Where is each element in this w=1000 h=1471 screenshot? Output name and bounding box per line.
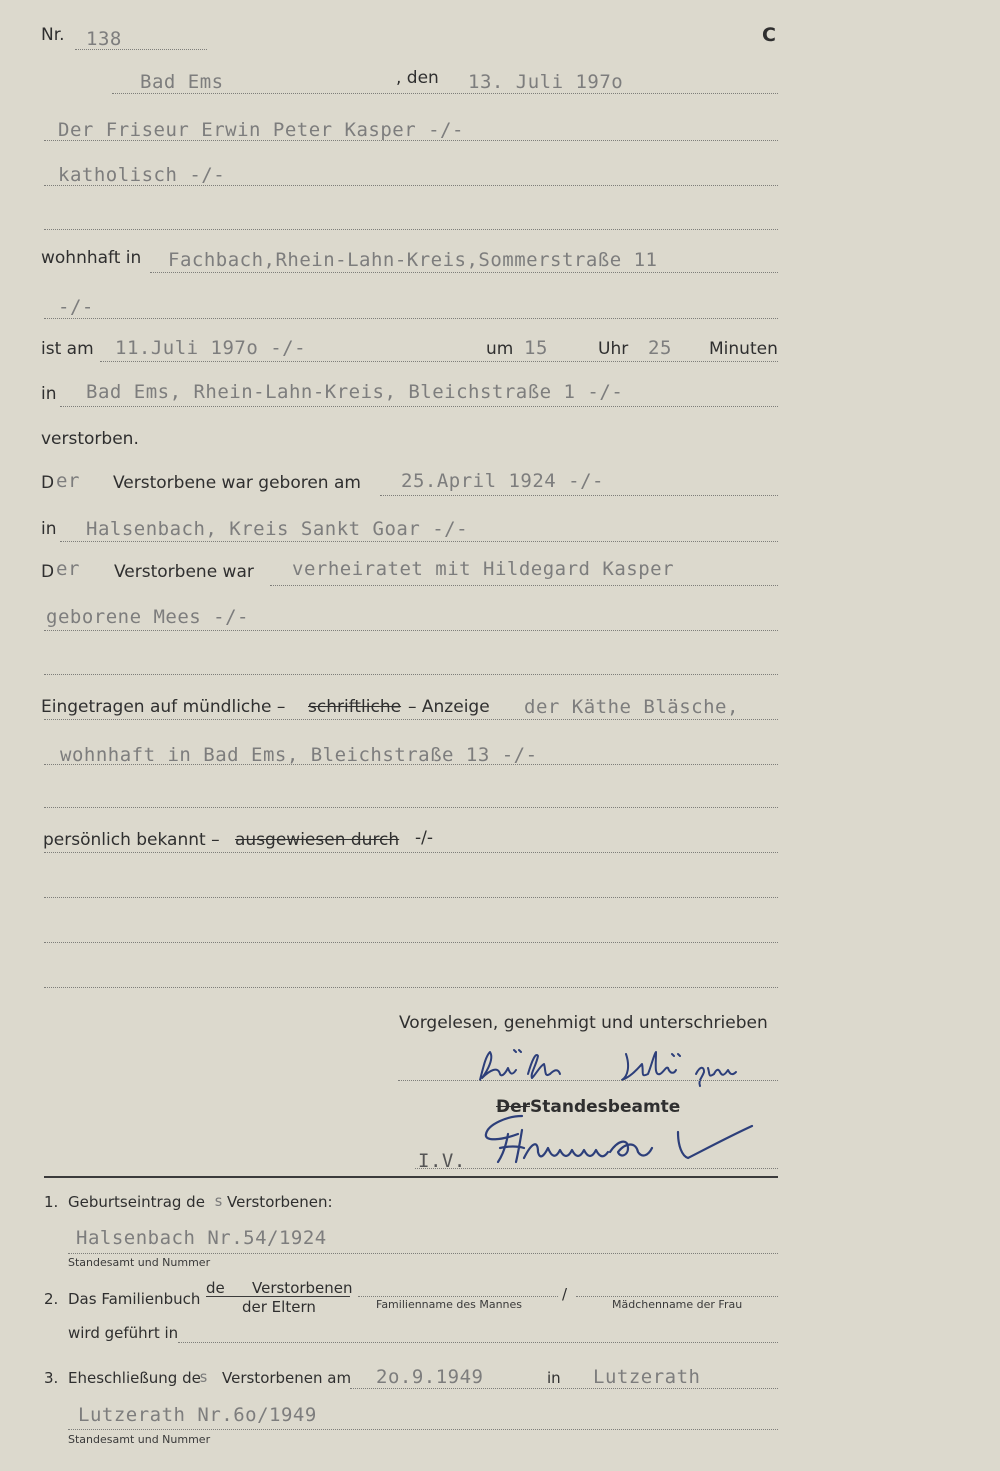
blank-line-6 [44, 987, 778, 988]
footer-item2-num: 2. [44, 1290, 59, 1308]
identity-value: -/- [415, 828, 433, 848]
residence-value: Fachbach,Rhein-Lahn-Kreis,Sommerstraße 11 [168, 249, 658, 271]
footer-item2-label2: wird geführt in [68, 1324, 179, 1342]
person-line-1: Der Friseur Erwin Peter Kasper -/- [58, 119, 464, 141]
footer-item1-num: 1. [44, 1193, 59, 1211]
footer-item1-label: Geburtseintrag de [68, 1193, 205, 1211]
birth-label: Verstorbene war geboren am [113, 473, 361, 493]
registration-value-2: wohnhaft in Bad Ems, Bleichstraße 13 -/- [60, 744, 538, 766]
verstorben-label: verstorben. [41, 429, 139, 449]
birth-place: Halsenbach, Kreis Sankt Goar -/- [86, 518, 469, 540]
corner-letter: C [762, 24, 776, 46]
footer-item3-label: Eheschließung de [68, 1369, 201, 1387]
footer-item3-caption: Standesamt und Nummer [68, 1433, 211, 1446]
footer-item2-caption-wife: Mädchenname der Frau [612, 1298, 743, 1311]
footer-item2-caption-husband: Familienname des Mannes [376, 1298, 523, 1311]
marital-der-prefix: D [41, 562, 55, 582]
footer-item3-num: 3. [44, 1369, 59, 1387]
blank-line-2 [44, 674, 778, 675]
registration-struck: schriftliche [308, 697, 402, 717]
official-title-text: Standesbeamte [530, 1097, 681, 1117]
footer-item3-date: 2o.9.1949 [376, 1366, 484, 1388]
marital-rule-2 [44, 630, 778, 631]
blank-line-4 [44, 897, 778, 898]
footer-item2-husband-rule [358, 1296, 558, 1297]
footer-item2-slash: / [562, 1285, 568, 1303]
uhr-label: Uhr [598, 339, 629, 359]
section-divider [44, 1176, 778, 1178]
den-label: , den [396, 68, 439, 88]
marital-value: verheiratet mit Hildegard Kasper [292, 558, 675, 580]
footer-item2-frac-top-b: Verstorbenen [252, 1279, 353, 1297]
footer-item2-frac-bar [206, 1296, 350, 1297]
witness-signature [470, 1044, 770, 1092]
footer-item2-frac-top-a: de [206, 1279, 225, 1297]
death-in-label: in [41, 384, 57, 404]
blank-line [44, 229, 778, 230]
marital-label: Verstorbene war [114, 562, 254, 582]
footer-item3-rule [350, 1388, 778, 1389]
footer-item2-frac-bottom: der Eltern [242, 1298, 316, 1316]
footer-item1-caption: Standesamt und Nummer [68, 1256, 211, 1269]
footer-item3-place: Lutzerath [593, 1366, 701, 1388]
registrar-signature [478, 1112, 768, 1172]
residence-label: wohnhaft in [41, 248, 142, 268]
footer-item1-label2: Verstorbenen: [227, 1193, 333, 1211]
place-date-line [112, 93, 778, 94]
person-line-1-rule [44, 140, 778, 141]
footer-item3-value-rule [68, 1429, 778, 1430]
witness-signature-rule [398, 1080, 778, 1081]
death-date: 11.Juli 197o -/- [115, 337, 307, 359]
closing-text: Vorgelesen, genehmigt und unterschrieben [399, 1013, 768, 1033]
birth-der-prefix: D [41, 473, 55, 493]
blank-line-5 [44, 942, 778, 943]
footer-item1-value: Halsenbach Nr.54/1924 [76, 1227, 327, 1249]
death-date-rule [100, 361, 778, 362]
residence-cont: -/- [58, 296, 94, 318]
birth-date-rule [380, 495, 778, 496]
death-place-rule [60, 406, 778, 407]
minuten-label: Minuten [709, 339, 778, 359]
nr-label: Nr. [41, 25, 65, 45]
official-title-struck: Der [496, 1097, 531, 1117]
marital-rule [270, 585, 778, 586]
nr-line [75, 49, 207, 50]
residence-rule [150, 272, 778, 273]
date: 13. Juli 197o [468, 71, 624, 93]
registration-rule-2 [44, 764, 778, 765]
iv-label: I.V. [418, 1150, 466, 1172]
registration-value: der Käthe Bläsche, [524, 696, 739, 718]
registration-rule [44, 719, 778, 720]
identity-rule [44, 852, 778, 853]
marital-der-suffix: er [56, 558, 80, 580]
identity-label: persönlich bekannt – [43, 830, 220, 850]
footer-item3-s: s [199, 1368, 209, 1386]
death-minutes: 25 [648, 337, 672, 359]
registrar-signature-rule [415, 1168, 778, 1169]
footer-item3-value: Lutzerath Nr.6o/1949 [78, 1404, 317, 1426]
footer-item2-rule [178, 1342, 778, 1343]
birth-date: 25.April 1924 -/- [401, 470, 604, 492]
residence-cont-rule [44, 318, 778, 319]
footer-item2-label: Das Familienbuch [68, 1290, 201, 1308]
birth-der-suffix: er [56, 470, 80, 492]
registration-label-b: – Anzeige [408, 697, 490, 717]
footer-item3-label2: Verstorbenen am [222, 1369, 352, 1387]
person-line-2-rule [44, 185, 778, 186]
death-place: Bad Ems, Rhein-Lahn-Kreis, Bleichstraße 1 -/- [86, 381, 624, 403]
marital-value-2: geborene Mees -/- [46, 606, 249, 628]
place: Bad Ems [140, 71, 224, 93]
birth-in-label: in [41, 519, 57, 539]
footer-item1-s: s [214, 1192, 224, 1210]
birth-place-rule [60, 541, 778, 542]
record-number: 138 [86, 28, 122, 50]
footer-item3-in: in [547, 1369, 561, 1387]
death-hour: 15 [524, 337, 548, 359]
person-line-2: katholisch -/- [58, 164, 226, 186]
um-label: um [486, 339, 514, 359]
identity-struck: ausgewiesen durch [235, 830, 400, 850]
ist-am-label: ist am [41, 339, 94, 359]
footer-item2-wife-rule [576, 1296, 778, 1297]
footer-item1-rule [68, 1253, 778, 1254]
blank-line-3 [44, 807, 778, 808]
registration-label-a: Eingetragen auf mündliche – [41, 697, 286, 717]
